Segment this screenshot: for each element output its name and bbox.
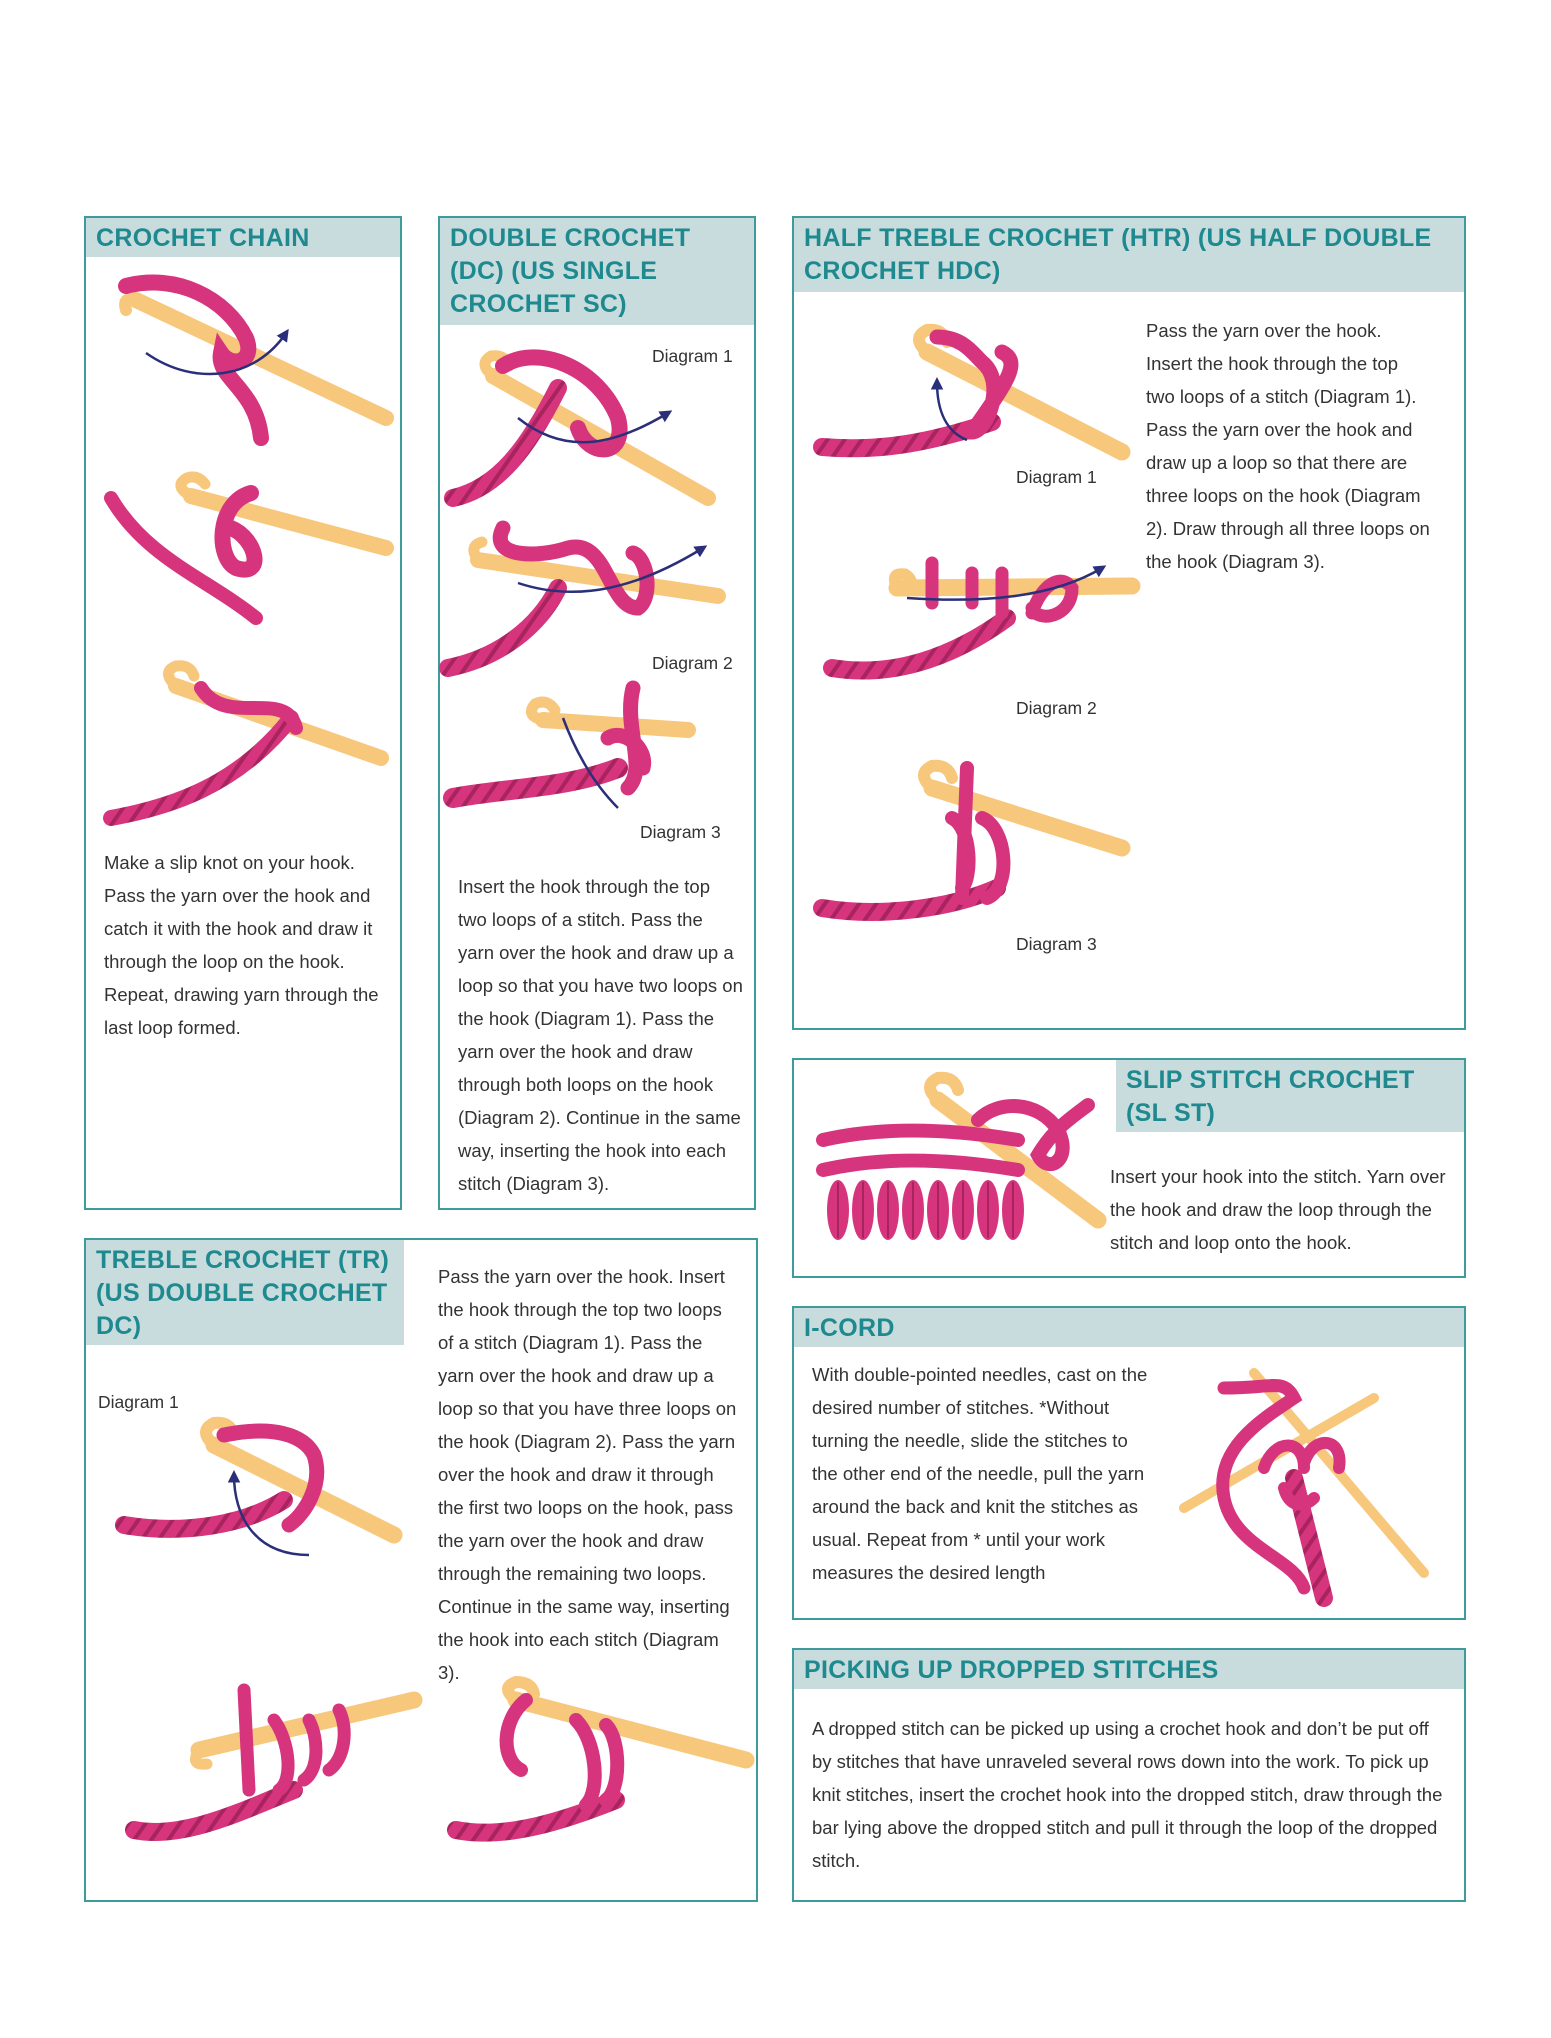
chain-illustration-1 <box>106 278 386 448</box>
crochet-chain-section <box>84 216 402 1210</box>
treble-illustration-3 <box>446 1680 746 1850</box>
section-title: TREBLE CROCHET (TR) (US DOUBLE CROCHET DC) <box>86 1240 404 1345</box>
htr-illustration-1 <box>822 322 1122 472</box>
i-cord-section <box>792 1306 1466 1620</box>
treble-illustration-1 <box>124 1415 414 1575</box>
diagram-caption: Diagram 2 <box>652 653 733 673</box>
slip-stitch-illustration <box>808 1080 1108 1265</box>
diagram-caption: Diagram 3 <box>640 822 721 842</box>
diagram-caption: Diagram 1 <box>652 346 733 366</box>
section-title: DOUBLE CROCHET (DC) (US SINGLE CROCHET SC) <box>440 218 754 325</box>
treble-illustration-2 <box>124 1680 414 1850</box>
htr-illustration-2 <box>832 548 1132 688</box>
chain-illustration-2 <box>106 468 386 638</box>
htr-illustration-3 <box>822 758 1122 928</box>
section-title: I-CORD <box>794 1308 1464 1347</box>
section-title: CROCHET CHAIN <box>86 218 400 257</box>
diagram-caption: Diagram 1 <box>1016 467 1097 487</box>
section-body: Make a slip knot on your hook. Pass the yarn over the hook and catch it with the hook and draw it through the loop on the hook. Repeat, drawing yarn through the last loop formed. <box>104 852 379 1038</box>
section-body: Insert the hook through the top two loops of a stitch. Pass the yarn over the hook and draw up a loop so that you have two loops on the hook (Diagram 1). Pass the yarn over the hook and draw through both loops on the hook (Diagram 2). Continue in the same way, inserting the hook into each stitch (Diagram 3). <box>458 876 743 1194</box>
diagram-caption: Diagram 3 <box>1016 934 1097 954</box>
picking-up-section <box>792 1648 1466 1902</box>
section-title: SLIP STITCH CROCHET (SL ST) <box>1116 1060 1464 1132</box>
slip-stitch-section <box>792 1058 1466 1278</box>
section-title: HALF TREBLE CROCHET (HTR) (US HALF DOUBLE CROCHET HDC) <box>794 218 1464 292</box>
section-title: PICKING UP DROPPED STITCHES <box>794 1650 1464 1689</box>
half-treble-section <box>792 216 1466 1030</box>
treble-crochet-section <box>84 1238 758 1902</box>
dc-illustration-1 <box>448 348 748 513</box>
section-body: With double-pointed needles, cast on the desired number of stitches. *Without turning the needle, slide the stitches to the other end of the needle, pull the yarn around the back and knit the stitches as usual. Repeat from * until your work measures the desired length <box>812 1364 1148 1583</box>
i-cord-illustration <box>1164 1358 1464 1608</box>
chain-illustration-3 <box>106 658 386 828</box>
diagram-caption: Diagram 1 <box>98 1392 179 1412</box>
double-crochet-section <box>438 216 756 1210</box>
section-body: Insert your hook into the stitch. Yarn over the hook and draw the loop through the stitch and loop onto the hook. <box>1110 1166 1446 1253</box>
dc-illustration-3 <box>448 678 748 818</box>
dc-illustration-2 <box>448 518 748 678</box>
section-body: A dropped stitch can be picked up using a crochet hook and don’t be put off by stitches that have unraveled several rows down into the work. To pick up knit stitches, insert the crochet hook into the dropped stitch, draw through the bar lying above the dropped stitch and pull it through the loop of the dropped stitch. <box>812 1718 1443 1871</box>
diagram-caption: Diagram 2 <box>1016 698 1097 718</box>
section-body: Pass the yarn over the hook. Insert the hook through the top two loops of a stitch (Diagram 1). Pass the yarn over the hook and draw up a loop so that there are three loops on the hook (Diagram 2). Draw through all three loops on the hook (Diagram 3). <box>1146 320 1430 572</box>
section-body: Pass the yarn over the hook. Insert the hook through the top two loops of a stitch (Diagram 1). Pass the yarn over the hook and draw up a loop so that you have three loops on the hook (Diagram 2). Pass the yarn over the hook and draw it through the first two loops on the hook, pass the yarn over the hook and draw through the remaining two loops. Continue in the same way, inserting the hook into each stitch (Diagram 3). <box>438 1266 737 1683</box>
